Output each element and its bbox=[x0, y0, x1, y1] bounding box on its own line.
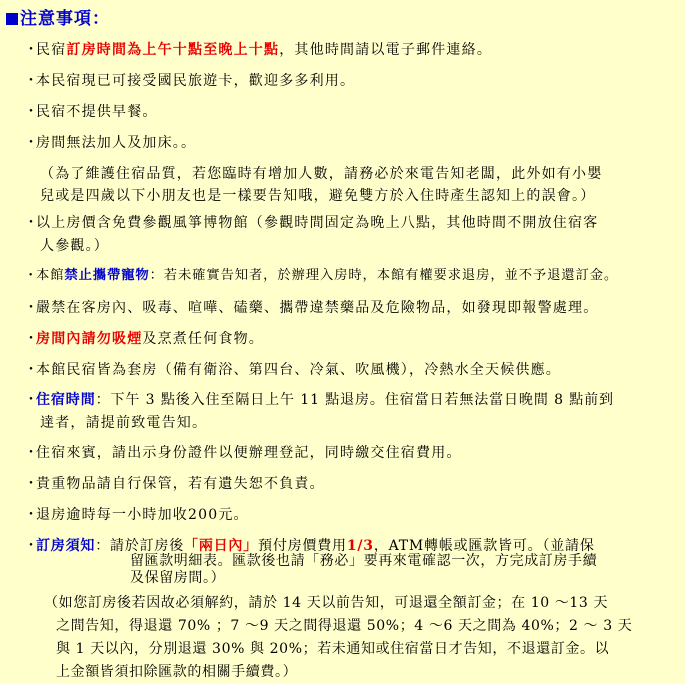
square-bullet-icon bbox=[6, 13, 18, 25]
checkin-time-highlight: 住宿時間 bbox=[36, 392, 96, 408]
item-text: 達者，請提前致電告知。 bbox=[40, 415, 208, 431]
notice-item-late-checkout bbox=[24, 505, 249, 525]
bullet: ・ bbox=[24, 300, 40, 316]
bullet: ・ bbox=[24, 538, 39, 554]
item-text: 兒或是四歲以下小朋友也是一樣要告知哦，避免雙方於入住時產生認知上的誤會。） bbox=[40, 188, 596, 204]
notice-item-no-pets bbox=[24, 266, 618, 286]
notice-item-booking-terms-cont bbox=[130, 553, 597, 570]
item-text: 預付房價費用 bbox=[258, 538, 347, 554]
notice-item-checkin-time-cont bbox=[40, 413, 207, 433]
bullet: ・ bbox=[24, 445, 40, 461]
item-text: 民宿不提供早餐。 bbox=[36, 104, 158, 120]
cancel-policy-line bbox=[56, 616, 632, 636]
notice-item-booking-hours bbox=[24, 40, 492, 60]
item-text: 及烹煮任何食物。 bbox=[142, 331, 265, 347]
item-text: ，其他時間請以電子郵件連絡。 bbox=[279, 42, 493, 58]
bullet: ・ bbox=[24, 476, 40, 492]
item-text: 留匯款明細表。匯款後也請「務必」要再來電確認一次，方完成訂房手續 bbox=[130, 553, 598, 569]
item-text: 及保留房間。） bbox=[130, 570, 226, 586]
item-text: ，ATM轉帳或匯款皆可。（並請保 bbox=[373, 538, 595, 554]
bullet: ・ bbox=[24, 73, 40, 89]
bullet: ・ bbox=[24, 268, 39, 283]
item-text: 貴重物品請自行保管，若有遺失恕不負責。 bbox=[36, 476, 325, 492]
bullet: ・ bbox=[24, 362, 40, 378]
notice-item-travel-card bbox=[24, 71, 355, 91]
bullet: ・ bbox=[24, 104, 40, 120]
bullet: ・ bbox=[24, 215, 40, 231]
cancel-policy-line bbox=[56, 662, 297, 682]
item-text: ：若未確實告知者，於辦理入房時，本館有權要求退房，並不予退還訂金。 bbox=[149, 268, 619, 283]
bullet: ・ bbox=[24, 392, 39, 408]
item-text: 與 1 天以內，分別退還 30% 與 20%；若未通知或住宿當日才告知，不退還訂金。以 bbox=[56, 641, 610, 657]
item-text: 住宿來賓，請出示身份證件以便辦理登記，同時繳交住宿費用。 bbox=[36, 445, 462, 461]
notice-note-line bbox=[40, 186, 595, 206]
notice-item-valuables bbox=[24, 474, 325, 494]
bullet: ・ bbox=[24, 42, 40, 58]
notice-heading bbox=[6, 4, 110, 29]
item-text: （為了維護住宿品質，若您臨時有增加人數，請務必於來電告知老闆，此外如有小嬰 bbox=[40, 166, 603, 182]
no-pets-highlight: 禁止攜帶寵物 bbox=[64, 268, 150, 283]
item-text: （如您訂房後若因故必須解約，請於 14 天以前告知，可退還全額訂金；在 10 ～13 天 bbox=[44, 595, 609, 611]
cancel-policy-line bbox=[44, 593, 608, 613]
item-text: 退房逾時每一小時加收200元。 bbox=[36, 507, 249, 523]
bullet: ・ bbox=[24, 331, 40, 347]
cancel-policy-line bbox=[56, 639, 609, 659]
item-text: 本民宿現已可接受國民旅遊卡，歡迎多多利用。 bbox=[36, 73, 356, 89]
item-text: 以上房價含免費參觀風箏博物館（參觀時間固定為晚上八點，其他時間不開放住宿客 bbox=[36, 215, 599, 231]
notice-heading-text: 注意事項： bbox=[20, 9, 110, 29]
booking-hours-highlight: 訂房時間為上午十點至晚上十點 bbox=[66, 42, 280, 58]
item-text: 房間無法加人及加床。。 bbox=[36, 135, 197, 151]
notice-note-line bbox=[40, 164, 602, 184]
item-text: 之間告知，得退還 70% ；7 ～9 天之間得退還 50%；4 ～6 天之間為 40%；2 ～ 3 天 bbox=[56, 618, 633, 634]
notice-item-no-breakfast bbox=[24, 102, 158, 122]
notice-item-kite-museum-cont bbox=[40, 236, 109, 256]
item-text: 嚴禁在客房內、吸毒、喧嘩、磕藥、攜帶違禁藥品及危險物品，如發現即報警處理。 bbox=[36, 300, 599, 316]
item-text: 人參觀。） bbox=[40, 238, 109, 254]
notice-item-prohibited bbox=[24, 298, 598, 318]
item-text: ：請於訂房後 bbox=[95, 538, 185, 554]
notice-item-no-extra-bed bbox=[24, 133, 196, 153]
notice-item-kite-museum bbox=[24, 213, 598, 233]
no-smoking-highlight: 房間內請勿吸煙 bbox=[36, 331, 143, 347]
notice-item-suites bbox=[24, 360, 561, 380]
notice-item-no-smoking bbox=[24, 329, 264, 349]
two-days-highlight: 「兩日內」 bbox=[184, 538, 259, 554]
booking-terms-highlight: 訂房須知 bbox=[36, 538, 96, 554]
bullet: ・ bbox=[24, 507, 40, 523]
one-third-highlight: 1/3 bbox=[346, 538, 374, 554]
item-text: ：下午 3 點後入住至隔日上午 11 點退房。住宿當日若無法當日晚間 8 點前到 bbox=[95, 392, 614, 408]
bullet: ・ bbox=[24, 135, 40, 151]
item-text: 民宿 bbox=[36, 42, 67, 58]
item-text: 本館民宿皆為套房（備有衛浴、第四台、冷氣、吹風機），冷熱水全天候供應。 bbox=[36, 362, 561, 378]
notice-item-id-registration bbox=[24, 443, 462, 463]
notice-item-booking-terms-cont bbox=[130, 570, 225, 587]
notice-item-checkin-time bbox=[24, 390, 614, 410]
item-text: 上金額皆須扣除匯款的相關手續費。） bbox=[56, 664, 298, 680]
item-text: 本館 bbox=[36, 268, 65, 283]
